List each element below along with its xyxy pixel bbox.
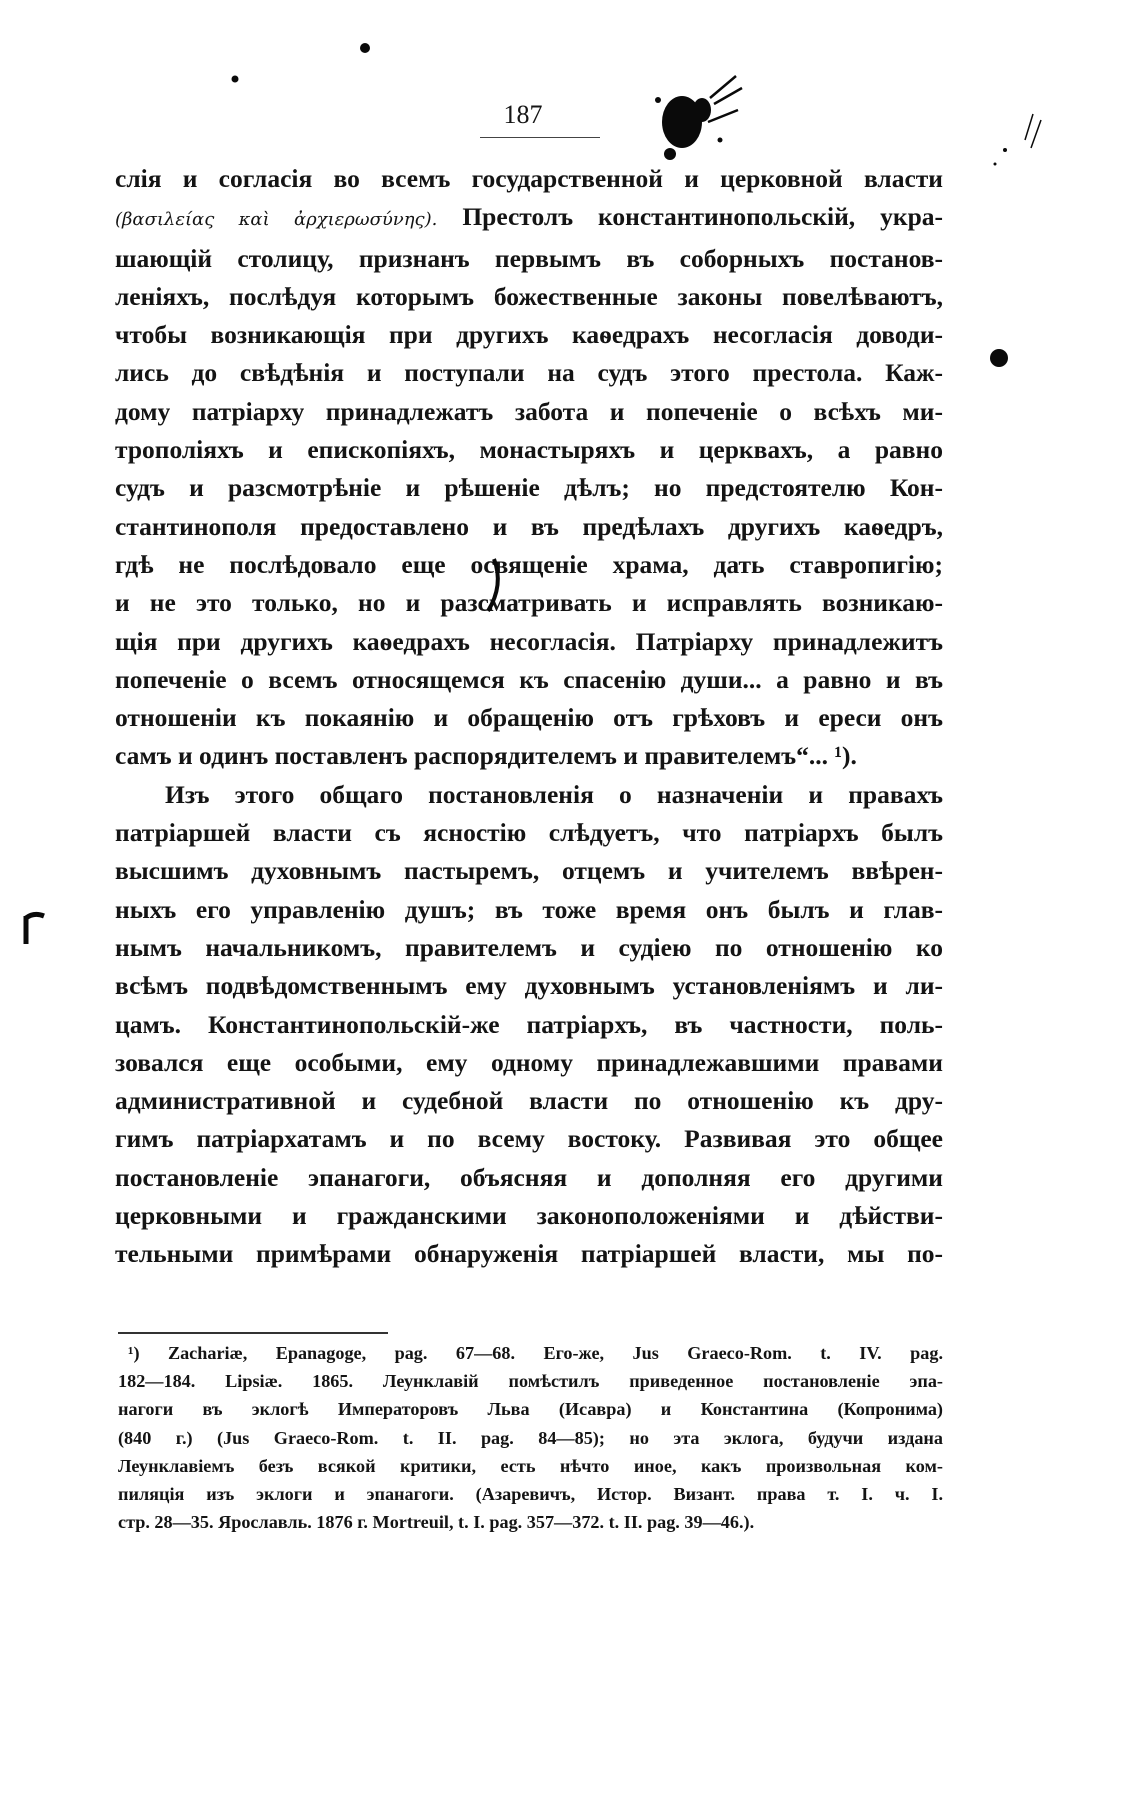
main-text (115, 160, 943, 1274)
ink-specks-right (985, 110, 1055, 180)
ink-mark-left (18, 910, 48, 950)
text-line: судъ и разсмотрѣніе и рѣшеніе дѣлъ; но предстоятелю Кон- (115, 473, 943, 503)
text-line: стантинополя предоставлено и въ предѣлахъ другихъ каѳедръ, (115, 511, 943, 541)
text-line: тельными примѣрами обнаруженія патріаршей власти, мы по- (115, 1239, 943, 1269)
page-number-rule (480, 137, 600, 138)
footnote-line: ¹) Zachariæ, Epanagoge, pag. 67—68. Его-же, Jus Graeco-Rom. t. IV. pag. (128, 1343, 943, 1363)
footnote-line: 182—184. Lipsiæ. 1865. Леунклавій помѣстилъ приведенное постановленіе эпа- (118, 1371, 943, 1392)
text-line: щія при другихъ каѳедрахъ несогласія. Патріарху принадлежитъ (115, 626, 943, 656)
text-line: дому патріарху принадлежатъ забота и попеченіе о всѣхъ ми- (115, 396, 943, 426)
greek-phrase: (βασιλείας καὶ ἀρχιερωσύνης). (115, 209, 438, 231)
text-line: административной и судебной власти по отношенію къ дру- (115, 1086, 943, 1116)
page-number: 187 (503, 100, 543, 129)
text-line: высшимъ духовнымъ пастыремъ, отцемъ и учителемъ ввѣрен- (115, 856, 943, 886)
footnote-line: нагоги въ эклогѣ Императоровъ Льва (Исавра) и Константина (Копронима) (118, 1399, 943, 1420)
text-line: нымъ начальникомъ, правителемъ и судіею по отношенію ко (115, 932, 943, 962)
text-line: патріаршей власти съ ясностію слѣдуетъ, что патріархъ былъ (115, 818, 943, 848)
footnote-line: пиляція изъ эклоги и эпанагоги. (Азаревичъ, Истор. Визант. права т. I. ч. I. (118, 1484, 943, 1505)
text-line: гимъ патріархатамъ и по всему востоку. Развивая это общее (115, 1124, 943, 1154)
ink-dot-top-left (355, 38, 375, 58)
text-line: постановленіе эпанагоги, объясняя и дополняя его другими (115, 1162, 943, 1192)
text-line: леніяхъ, послѣдуя которымъ божественные законы повелѣваютъ, (115, 281, 943, 311)
text-line-rest: Престолъ константинопольскій, укра- (437, 202, 943, 232)
text-line-greek (115, 198, 943, 239)
text-line: шающій столицу, признанъ первымъ въ соборныхъ постанов- (115, 243, 943, 273)
text-line: гдѣ не послѣдовало еще освященіе храма, дать ставропигію; (115, 549, 943, 579)
text-line: и не это только, но и разсматривать и исправлять возникаю- (115, 588, 943, 618)
ink-dot-left (228, 72, 242, 86)
footnote-line: (840 г.) (Jus Graeco-Rom. t. II. pag. 84—85); но эта эклога, будучи издана (118, 1427, 943, 1448)
text-line-paragraph-start: Изъ этого общаго постановленія о назначеніи и правахъ (165, 779, 943, 809)
text-line: всѣмъ подвѣдомственнымъ ему духовнымъ установленіямъ и ли- (115, 971, 943, 1001)
text-line: слія и согласія во всемъ государственной и церковной власти (115, 164, 943, 193)
text-line: отношеніи къ покаянію и обращенію отъ грѣховъ и ереси онъ (115, 703, 943, 733)
footnote-line: стр. 28—35. Ярославль. 1876 г. Mortreuil, t. I. pag. 357—372. t. II. pag. 39—46.). (118, 1512, 755, 1533)
text-line: зовался еще особыми, ему одному принадлежавшими правами (115, 1047, 943, 1077)
footnotes (118, 1339, 943, 1536)
text-line: попеченіе о всемъ относящемся къ спасенію души... а равно и въ (115, 664, 943, 694)
text-line: лись до свѣдѣнія и поступали на судъ этого престола. Каж- (115, 358, 943, 388)
text-line-paragraph-end: самъ и одинъ поставленъ распорядителемъ и правителемъ“... ¹). (115, 741, 857, 771)
text-line: ныхъ его управленію душъ; въ тоже время онъ былъ и глав- (115, 894, 943, 924)
text-line: чтобы возникающія при другихъ каѳедрахъ несогласія доводи- (115, 320, 943, 350)
ink-dot-right (986, 345, 1012, 371)
footnote-rule (118, 1332, 388, 1334)
text-line: цамъ. Константинопольскій-же патріархъ, въ частности, поль- (115, 1009, 943, 1039)
footnote-line: Леунклавіемъ безъ всякой критики, есть нѣчто иное, какъ произвольная ком- (118, 1455, 943, 1476)
text-line: трополіяхъ и епископіяхъ, монастыряхъ и церквахъ, а равно (115, 435, 943, 465)
text-line: церковными и гражданскими законоположеніями и дѣйстви- (115, 1201, 943, 1231)
